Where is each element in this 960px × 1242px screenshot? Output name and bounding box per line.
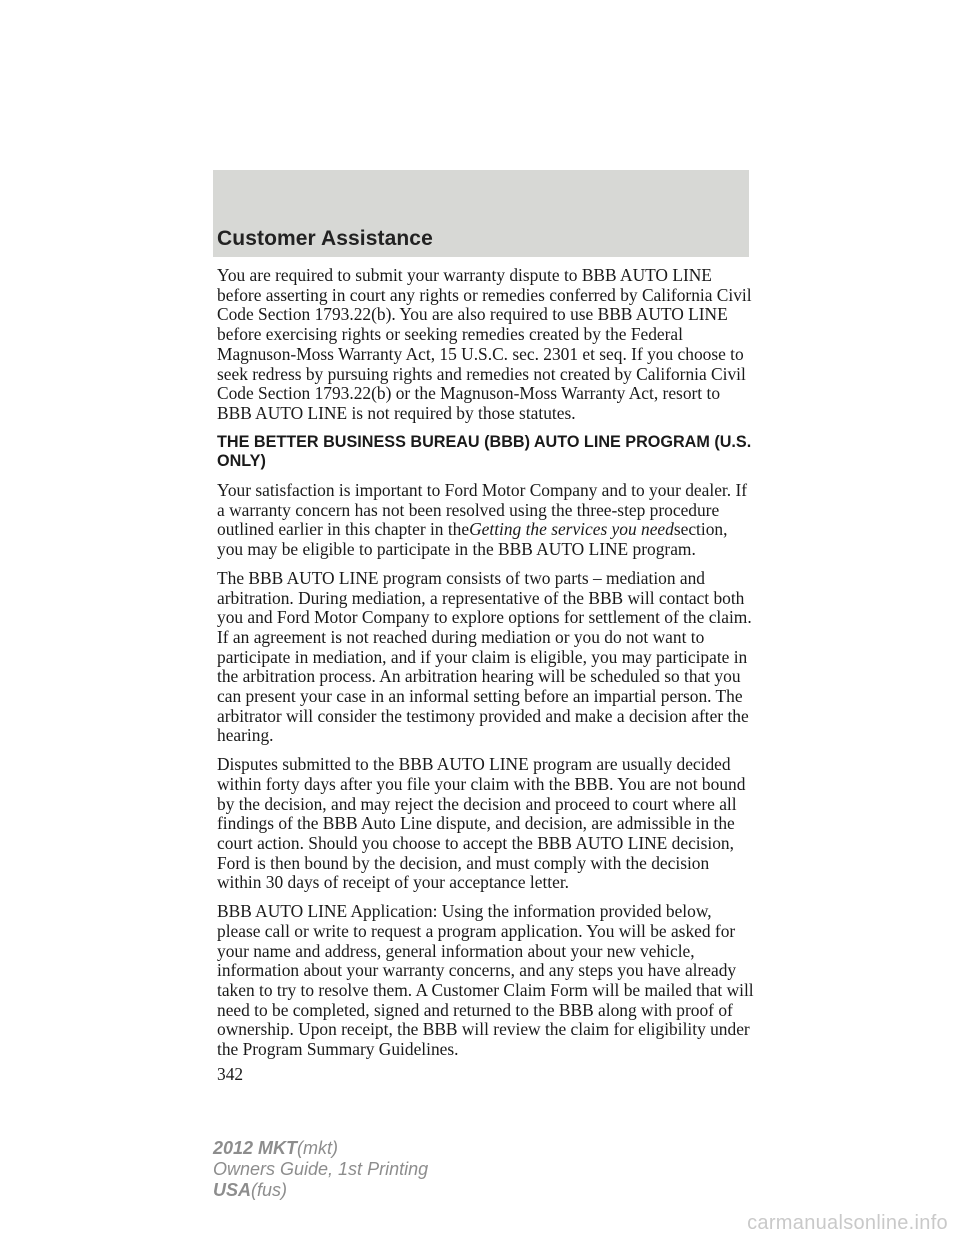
footer-market-code: (fus)	[251, 1180, 288, 1200]
footer-model-code: (mkt)	[297, 1138, 339, 1158]
paragraph-satisfaction	[217, 481, 757, 560]
watermark: carmanualsonline.info	[747, 1212, 948, 1234]
footer-market: USA	[213, 1180, 252, 1200]
footer-line-guide: Owners Guide, 1st Printing	[213, 1159, 429, 1179]
footer-line-model	[213, 1138, 428, 1159]
p2-text-start: Your satisfaction is important to Ford Motor Company and to your dealer. If a warranty concern has not been resolved using the three-step procedure outlined earlier in this chapter in the	[217, 480, 748, 540]
print-footer	[213, 1138, 428, 1201]
paragraph-disputes: Disputes submitted to the BBB AUTO LINE program are usually decided within forty days after you file your claim with the BBB. You are not bound by the decision, and may reject the decision and proceed to court where all findings of the BBB Auto Line dispute, and decision, are admissible in the court action. Should you choose to accept the BBB AUTO LINE decision, Ford is then bound by the decision, and must comply with the decision within 30 days of receipt of your acceptance letter.	[217, 754, 746, 893]
paragraph-program-parts: The BBB AUTO LINE program consists of two parts – mediation and arbitration. During mediation, a representative of the BBB will contact both you and Ford Motor Company to explore options for settlement of the claim. If an agreement is not reached during mediation or you do not want to participate in mediation, and if your claim is eligible, you may participate in the arbitration process. An arbitration hearing will be scheduled so that you can present your case in an informal setting before an impartial person. The arbitrator will consider the testimony provided and make a decision after the hearing.	[217, 567, 752, 746]
paragraph-application: BBB AUTO LINE Application: Using the information provided below, please call or write to request a program application. You will be asked for your name and address, general information about your new vehicle, information about your warranty concerns, and any steps you have already taken to try to resolve them. A Customer Claim Form will be mailed that will need to be completed, signed and returned to the BBB along with proof of ownership. Upon receipt, the BBB will review the claim for eligibility under the Program Summary Guidelines.	[217, 901, 754, 1060]
p2-text-end: section, you may be eligible to participate in the BBB AUTO LINE program.	[217, 519, 728, 560]
page-number: 342	[217, 1063, 244, 1084]
bbb-program-heading: THE BETTER BUSINESS BUREAU (BBB) AUTO LINE PROGRAM (U.S. ONLY)	[217, 432, 752, 471]
page-content	[217, 266, 757, 1084]
paragraph-court-requirement: You are required to submit your warranty dispute to BBB AUTO LINE before asserting in court any rights or remedies conferred by California Civil Code Section 1793.22(b). You are also required to use BBB AUTO LINE before exercising rights or seeking remedies created by the Federal Magnuson-Moss Warranty Act, 15 U.S.C. sec. 2301 et seq. If you choose to seek redress by pursuing rights and remedies not created by California Civil Code Section 1793.22(b) or the Magnuson-Moss Warranty Act, resort to BBB AUTO LINE is not required by those statutes.	[217, 265, 752, 423]
services-section-reference: Getting the services you need	[469, 519, 674, 540]
section-title: Customer Assistance	[217, 227, 433, 250]
footer-line-market	[213, 1180, 428, 1201]
footer-model: 2012 MKT	[213, 1138, 298, 1158]
